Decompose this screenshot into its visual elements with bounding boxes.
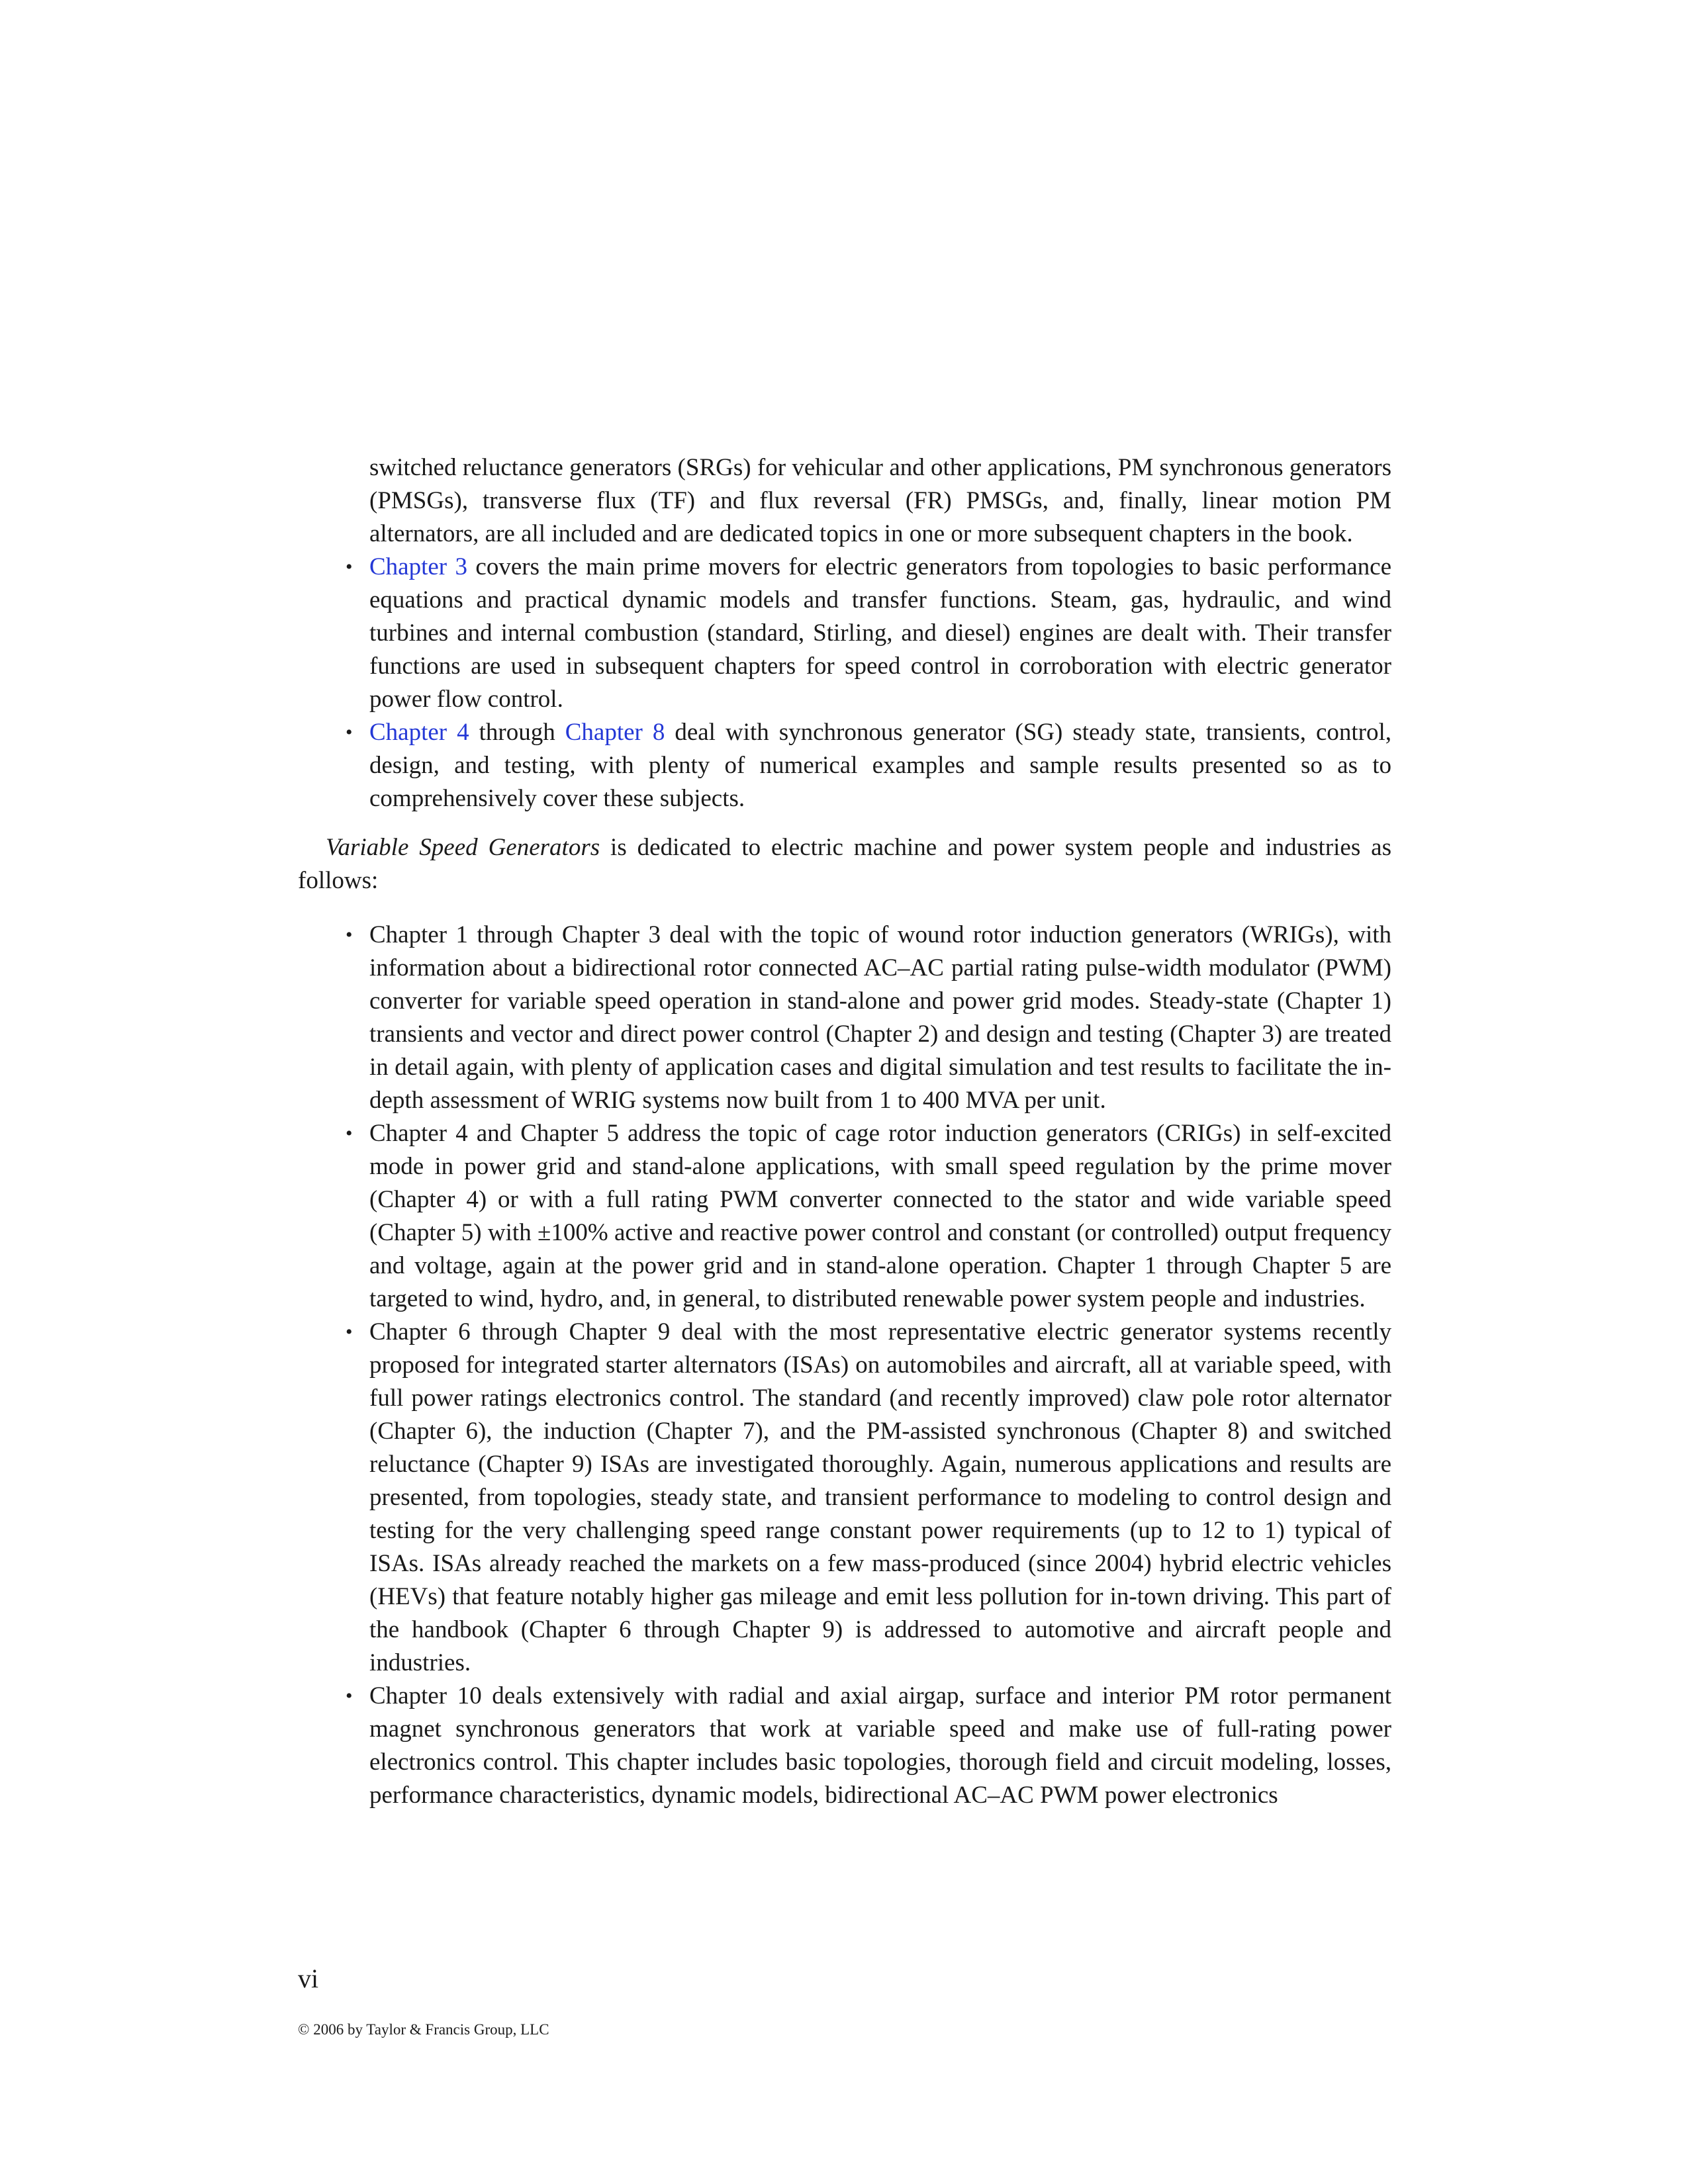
bullet-icon: • <box>346 1122 353 1144</box>
intro-text: is dedicated to electric machine and power system people and industries as follows: <box>298 834 1391 894</box>
bullet-icon: • <box>346 1685 353 1707</box>
copyright-notice: © 2006 by Taylor & Francis Group, LLC <box>298 2021 549 2038</box>
intro-paragraph <box>298 831 1391 897</box>
list-item <box>346 551 1392 716</box>
bullet-icon: • <box>346 924 353 946</box>
chapter-4-link[interactable]: Chapter 4 <box>369 719 469 746</box>
bullet-icon: • <box>346 721 353 743</box>
bullet-icon: • <box>346 1321 353 1343</box>
chapter-3-link[interactable]: Chapter 3 <box>369 553 468 580</box>
bullet-icon: • <box>346 556 353 578</box>
chapter-8-link[interactable]: Chapter 8 <box>565 719 665 746</box>
page-body <box>298 451 1391 1812</box>
bullet-list-top <box>298 451 1391 815</box>
list-item <box>346 919 1391 1117</box>
book-title: Variable Speed Generators <box>326 834 600 861</box>
list-item-text: Chapter 1 through Chapter 3 deal with the topic of wound rotor induction generators (WRIGs), with information about a bidirectional rotor connected AC–AC partial rating pulse-width modulator (PWM) converter for variable speed operation in stand-alone and power grid modes. Steady-state (Chapter 1) transients and vector and direct power control (Chapter 2) and design and testing (Chapter 3) are treated in detail again, with plenty of application cases and digital simulation and test results to facilitate the in-depth assessment of WRIG systems now built from 1 to 400 MVA per unit. <box>369 921 1391 1114</box>
list-item <box>346 1117 1391 1316</box>
list-item-text: covers the main prime movers for electric generators from topologies to basic performance equations and practical dynamic models and transfer functions. Steam, gas, hydraulic, and wind turbines and internal combustion (standard, Stirling, and diesel) engines are dealt with. Their transfer functions are used in subsequent chapters for speed control in corroboration with electric generator power flow control. <box>369 553 1392 713</box>
list-item <box>346 1680 1391 1812</box>
bullet-list-bottom <box>298 919 1391 1812</box>
list-item-text: through <box>469 719 565 746</box>
list-item <box>346 1316 1391 1680</box>
list-item-text: switched reluctance generators (SRGs) for vehicular and other applications, PM synchronous generators (PMSGs), transverse flux (TF) and flux reversal (FR) PMSGs, and, finally, linear motion PM alternators, are all included and are dedicated topics in one or more subsequent chapters in the book. <box>369 454 1391 547</box>
list-item-text: Chapter 4 and Chapter 5 address the topic of cage rotor induction generators (CRIGs) in self-excited mode in power grid and stand-alone applications, with small speed regulation by the prime mover (Chapter 4) or with a full rating PWM converter connected to the stator and wide variable speed (Chapter 5) with ±100% active and reactive power control and constant (or controlled) output frequency and voltage, again at the power grid and in stand-alone operation. Chapter 1 through Chapter 5 are targeted to wind, hydro, and, in general, to distributed renewable power system people and industries. <box>369 1120 1391 1312</box>
page-number: vi <box>298 1964 319 1993</box>
list-item-text: deal with synchronous generator (SG) steady state, transients, control, design, and testing, with plenty of numerical examples and sample results presented so as to comprehensively cover these subjects. <box>369 719 1392 812</box>
list-item <box>346 716 1392 815</box>
list-item <box>369 451 1391 551</box>
list-item-text: Chapter 6 through Chapter 9 deal with the most representative electric generator systems recently proposed for integrated starter alternators (ISAs) on automobiles and aircraft, all at variable speed, with full power ratings electronics control. The standard (and recently improved) claw pole rotor alternator (Chapter 6), the induction (Chapter 7), and the PM-assisted synchronous (Chapter 8) and switched reluctance (Chapter 9) ISAs are investigated thoroughly. Again, numerous applications and results are presented, from topologies, steady state, and transient performance to modeling to control design and testing for the very challenging speed range constant power requirements (up to 12 to 1) typical of ISAs. ISAs already reached the markets on a few mass-produced (since 2004) hybrid electric vehicles (HEVs) that feature notably higher gas mileage and emit less pollution for in-town driving. This part of the handbook (Chapter 6 through Chapter 9) is addressed to automotive and aircraft people and industries. <box>369 1318 1391 1676</box>
list-item-text: Chapter 10 deals extensively with radial and axial airgap, surface and interior PM rotor permanent magnet synchronous generators that work at variable speed and make use of full-rating power electronics control. This chapter includes basic topologies, thorough field and circuit modeling, losses, performance characteristics, dynamic models, bidirectional AC–AC PWM power electronics <box>369 1682 1391 1809</box>
